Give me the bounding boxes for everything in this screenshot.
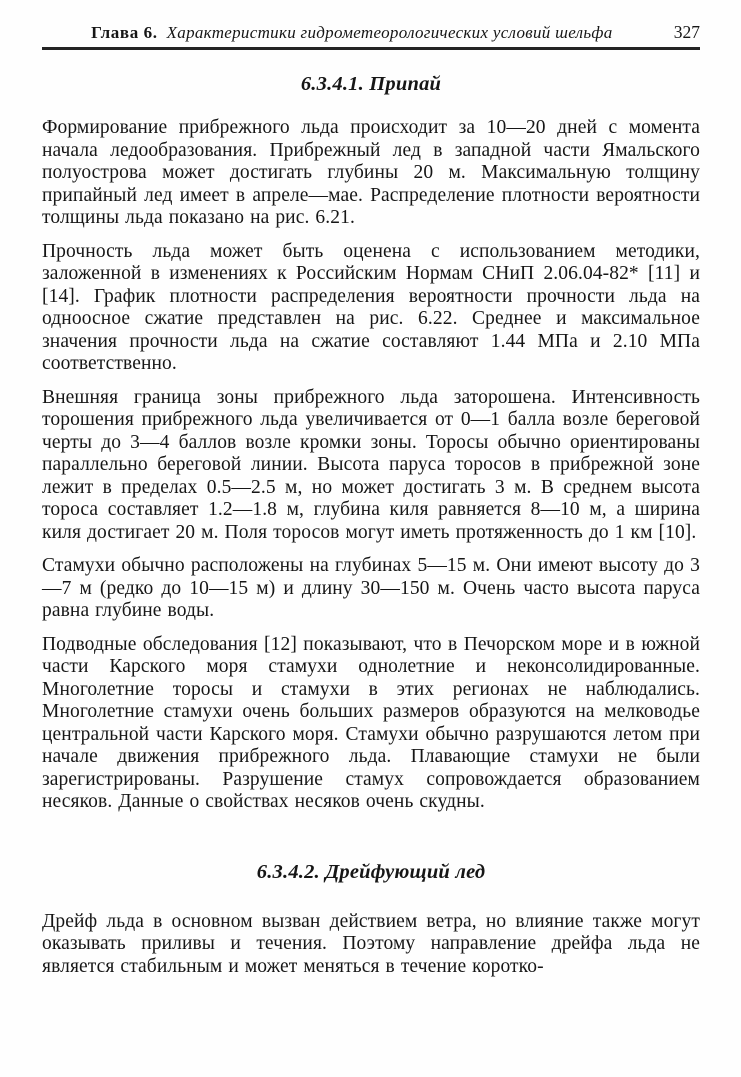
page-number: 327 — [673, 22, 700, 42]
section-drifting-ice — [42, 861, 700, 979]
paragraph-ice-strength: Прочность льда может быть оценена с использованием методики, заложенной в изменениях к Российским Нормам СНиП 2.06.04-82* [11] и [14]. График плотности распределения вероятности прочности льда на одноосное сжатие представлен на рис. 6.22. Среднее и максимальное значения прочности льда на сжатие составляют 1.44 МПа и 2.10 МПа соответственно. — [42, 240, 700, 374]
chapter-label: Глава 6. — [91, 23, 158, 42]
section-fast-ice — [42, 73, 700, 814]
paragraph-ice-formation: Формирование прибрежного льда происходит за 10—20 дней с момента начала ледообразования. Прибрежный лед в западной части Ямальского полуострова может достигать глубины 20 м. Максимальную толщину припайный лед имеет в апреле—мае. Распределение плотности вероятности толщины льда показано на рис. 6.21. — [42, 117, 700, 228]
page-body — [42, 73, 700, 978]
section-title-drifting-ice: 6.3.4.2. Дрейфующий лед — [256, 860, 486, 883]
page-header — [42, 22, 700, 50]
paragraph-ridging: Внешняя граница зоны прибрежного льда заторошена. Интенсивность торошения прибрежного льда увеличивается от 0—1 балла возле береговой черты до 3—4 баллов возле кромки зоны. Торосы обычно ориентированы параллельно береговой линии. Высота паруса торосов в прибрежной зоне лежит в пределах 0.5—2.5 м, но может достигать 3 м. В среднем высота тороса составляет 1.2—1.8 м, глубина киля равняется 8—10 м, а ширина киля достигает 20 м. Поля торосов могут иметь протяженность до 1 км [10]. — [42, 386, 700, 543]
section-title-fast-ice: 6.3.4.1. Припай — [300, 73, 442, 95]
paragraph-underwater-surveys: Подводные обследования [12] показывают, что в Печорском море и в южной части Карского моря стамухи однолетние и неконсолидированные. Многолетние торосы и стамухи в этих регионах не наблюдались. Многолетние стамухи очень больших размеров образуются на мелководье центральной части Карского моря. Стамухи обычно разрушаются летом при начале движения прибрежного льда. Плавающие стамухи не были зарегистрированы. Разрушение стамух сопровождается образованием несяков. Данные о свойствах несяков очень скудны. — [42, 633, 700, 812]
chapter-title: Характеристики гидрометеорологических условий шельфа — [166, 23, 613, 42]
paragraph-ice-drift: Дрейф льда в основном вызван действием ветра, но влияние также могут оказывать приливы и течения. Поэтому направление дрейфа льда не является стабильным и может меняться в течение коротко- — [42, 910, 700, 977]
paragraph-stamukhi-dimensions: Стамухи обычно расположены на глубинах 5—15 м. Они имеют высоту до 3—7 м (редко до 10—15 м) и длину 30—150 м. Очень часто высота паруса равна глубине воды. — [42, 555, 700, 621]
chapter-heading — [42, 23, 662, 43]
